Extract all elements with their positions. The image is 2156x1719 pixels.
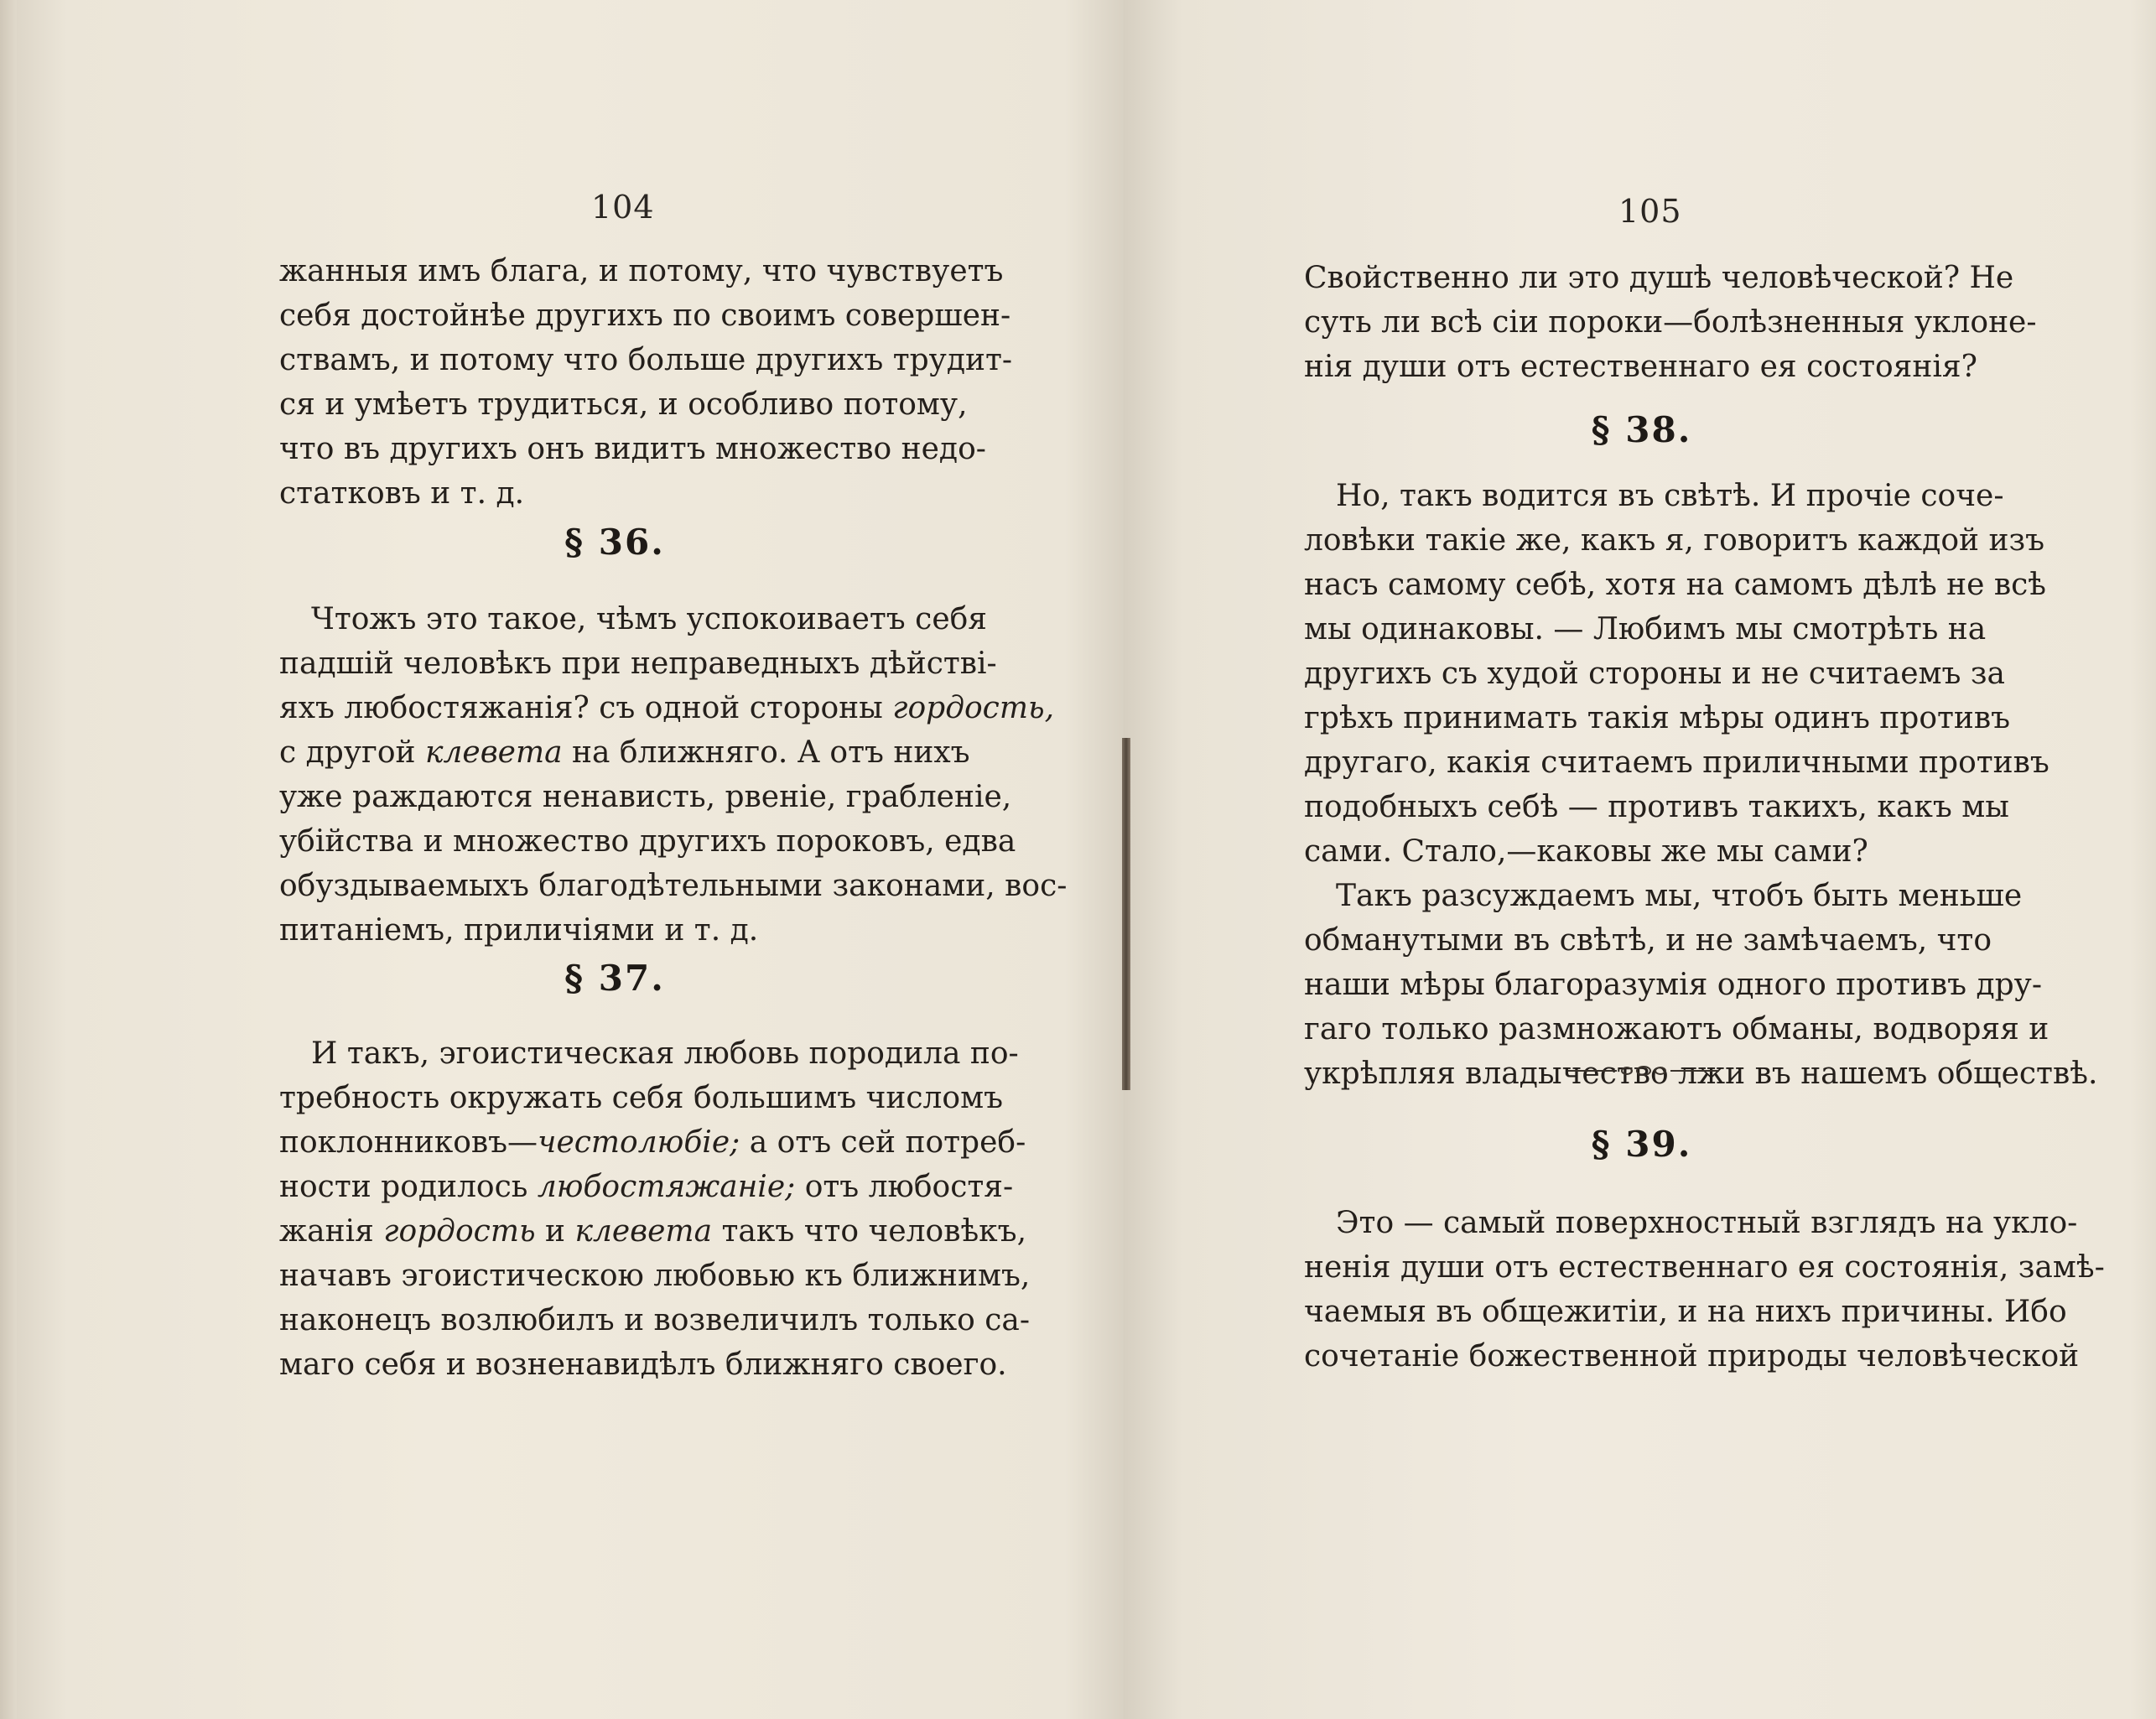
left-paragraph-2 [279, 597, 1068, 953]
text-line: маго себя и возненавидѣлъ ближняго своего. [279, 1348, 1007, 1382]
text-line: питаніемъ, приличіями и т. д. [279, 913, 759, 948]
page-number-left: 104 [591, 189, 655, 226]
text-line: себя достойнѣе другихъ по своимъ совершен- [279, 299, 1011, 333]
text-line: падшій человѣкъ при неправедныхъ дѣйствi- [279, 647, 997, 681]
text-line: сами. Стало,—каковы же мы сами? [1304, 834, 1868, 869]
right-paragraph-1 [1304, 256, 2037, 389]
text-line: ся и умѣетъ трудиться, и особливо потому, [279, 387, 968, 422]
text-line: Такъ разсуждаемъ мы, чтобъ быть меньше [1336, 879, 2023, 913]
text-line: ствамъ, и потому что больше другихъ трудит- [279, 343, 1013, 377]
text-line: другихъ съ худой стороны и не считаемъ за [1304, 657, 2005, 691]
text-line: чаемыя въ общежитіи, и на нихъ причины. Ибо [1304, 1295, 2067, 1329]
text-line: ненія души отъ естественнаго ея состоянія, замѣ- [1304, 1250, 2105, 1285]
ornament-divider [1568, 1065, 1719, 1077]
text-line: Но, такъ водится въ свѣтѣ. И прочіе соче- [1336, 479, 2004, 513]
text-line: гаго только размножаютъ обманы, водворяя и [1304, 1012, 2049, 1046]
section-heading-37: § 37. [564, 958, 665, 999]
text-line: что въ другихъ онъ видитъ множество недо- [279, 432, 986, 466]
text-line: Чтожъ это такое, чѣмъ успокоиваетъ себя [311, 602, 988, 636]
text-line: грѣхъ принимать такія мѣры одинъ противъ [1304, 701, 2011, 735]
text-line: мы одинаковы. — Любимъ мы смотрѣть на [1304, 612, 1987, 647]
left-paragraph-3 [279, 1031, 1031, 1387]
section-heading-38: § 38. [1591, 409, 1692, 450]
section-heading-39: § 39. [1591, 1124, 1692, 1165]
text-line: требность окружать себя большимъ числомъ [279, 1081, 1003, 1115]
text-line: яхъ любостяжанія? съ одной стороны гордость, [279, 691, 1055, 725]
text-line: подобныхъ себѣ — противъ такихъ, какъ мы [1304, 790, 2009, 824]
text-line: уже раждаются ненависть, рвеніе, грабленіе, [279, 780, 1012, 814]
text-line: наконецъ возлюбилъ и возвеличилъ только са- [279, 1303, 1031, 1337]
page-number-right: 105 [1618, 193, 1682, 230]
text-line: суть ли всѣ сіи пороки—болѣзненныя уклоне- [1304, 305, 2037, 340]
text-line: нія души отъ естественнаго ея состоянія? [1304, 350, 1977, 384]
text-line: поклонниковъ—честолюбіе; а отъ сей потреб- [279, 1125, 1026, 1160]
text-line: сочетаніе божественной природы человѣческой [1304, 1339, 2080, 1374]
text-line: обманутыми въ свѣтѣ, и не замѣчаемъ, что [1304, 923, 1992, 958]
text-line: Это — самый поверхностный взглядъ на укло- [1336, 1206, 2078, 1240]
text-line: укрѣпляя владычество лжи въ нашемъ обществѣ. [1304, 1057, 2098, 1091]
section-heading-36: § 36. [564, 522, 665, 563]
text-line: Свойственно ли это душѣ человѣческой? Не [1304, 261, 2014, 295]
text-line: И такъ, эгоистическая любовь породила по- [311, 1036, 1019, 1071]
text-line: с другой клевета на ближняго. А отъ нихъ [279, 735, 970, 770]
text-line: начавъ эгоистическою любовью къ ближнимъ, [279, 1259, 1031, 1293]
text-line: ности родилось любостяжаніе; отъ любостя- [279, 1170, 1014, 1204]
left-paragraph-1 [279, 249, 1013, 516]
text-line: обуздываемыхъ благодѣтельными законами, вос- [279, 869, 1068, 903]
text-line: убійства и множество другихъ пороковъ, едва [279, 824, 1016, 859]
text-line: наши мѣры благоразумія одного противъ дру- [1304, 968, 2043, 1002]
text-line: жанія гордость и клевета такъ что человѣкъ, [279, 1214, 1027, 1249]
binding-thread [1122, 738, 1130, 1090]
text-line: насъ самому себѣ, хотя на самомъ дѣлѣ не всѣ [1304, 568, 2047, 602]
right-paragraph-2 [1304, 474, 2098, 1096]
text-line: другаго, какія считаемъ приличными противъ [1304, 745, 2049, 780]
text-line: жанныя имъ блага, и потому, что чувствуетъ [279, 254, 1004, 288]
right-paragraph-3 [1304, 1201, 2105, 1379]
text-line: статковъ и т. д. [279, 476, 525, 511]
page-edge [0, 0, 18, 1719]
text-line: ловѣки такіе же, какъ я, говоритъ каждой изъ [1304, 523, 2044, 558]
